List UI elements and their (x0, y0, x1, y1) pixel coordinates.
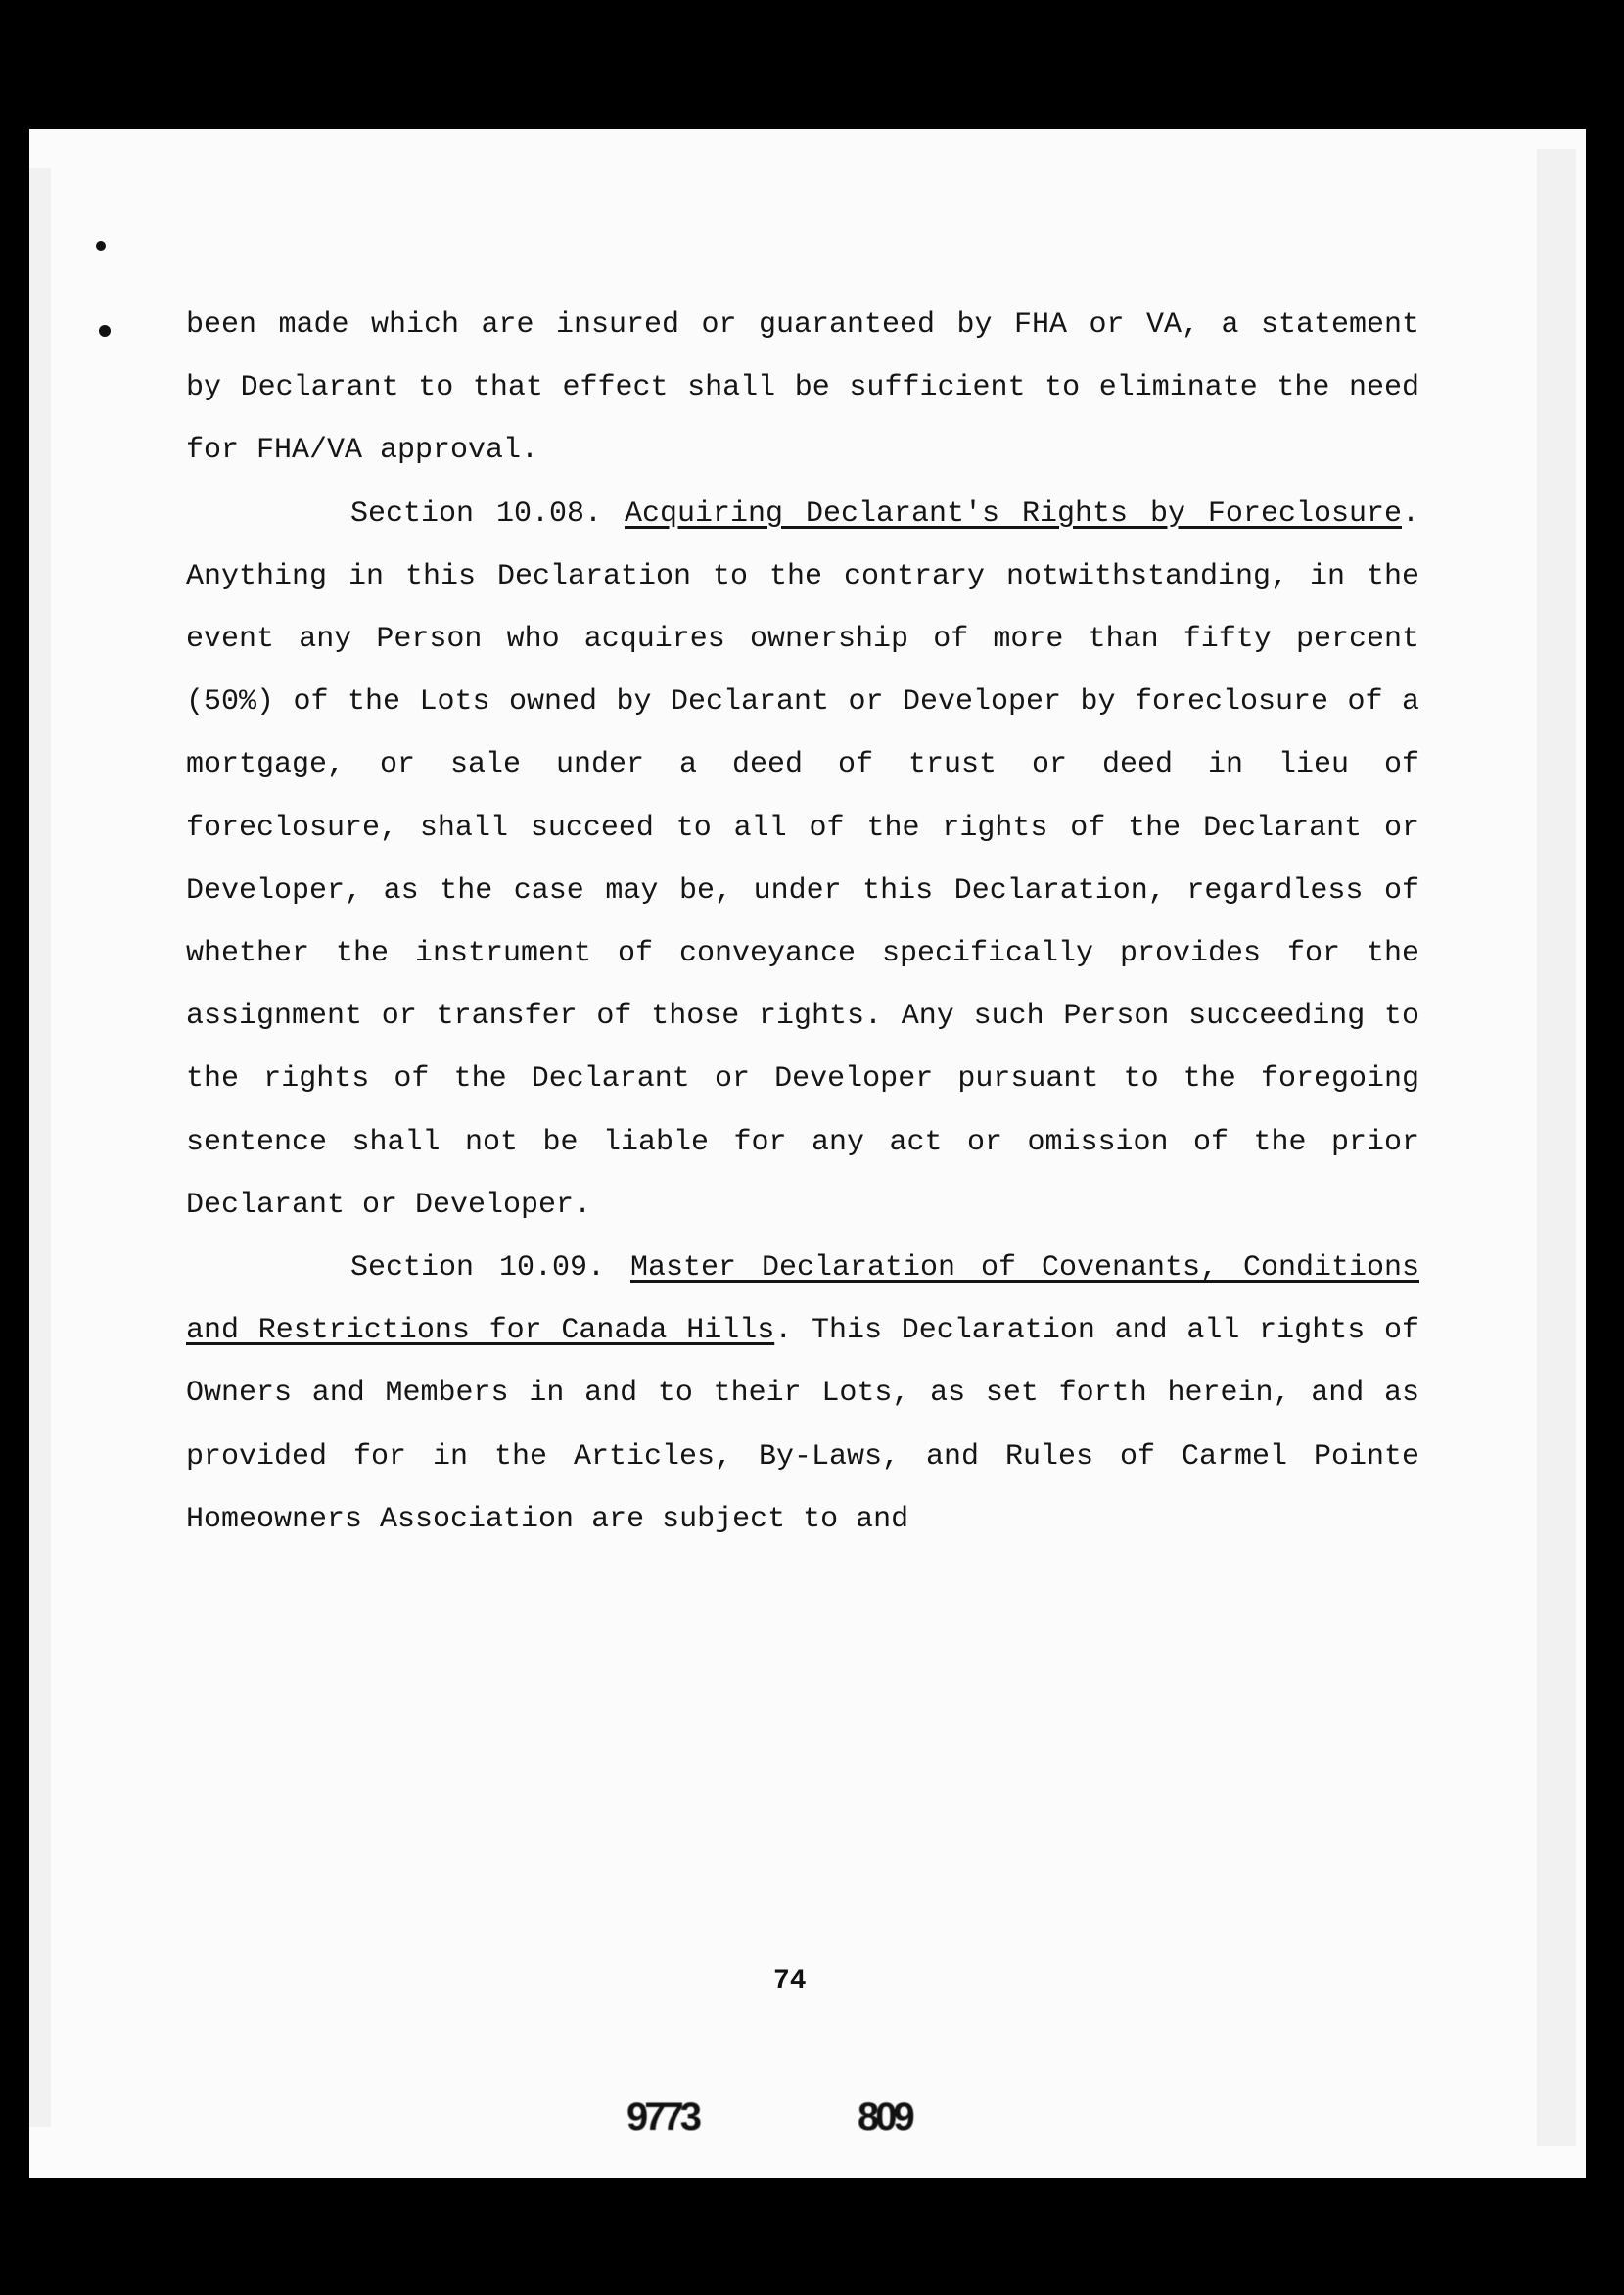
scan-artifact (29, 168, 51, 2127)
section-10-09-paragraph: Section 10.09. Master Declaration of Covenants, Conditions and Restrictions for Canada Hills. This Declaration and all rights of Owners and Members in and to their Lots, as set forth herein, and as provided for in the Articles, By-Laws, and Rules of Carmel Pointe Homeowners Association are subject to and (186, 1251, 1419, 1536)
section-10-08-paragraph: Section 10.08. Acquiring Declarant's Rights by Foreclosure. Anything in this Declaration to the contrary notwithstanding, in the event any Person who acquires ownership of more than fifty percent (50%) of the Lots owned by Declarant or Developer by foreclosure of a mortgage, or sale under a deed of trust or deed in lieu of foreclosure, shall succeed to all of the rights of the Declarant or Developer, as the case may be, under this Declaration, regardless of whether the instrument of conveyance specifically provides for the assignment or transfer of those rights. Any such Person succeeding to the rights of the Declarant or Developer pursuant to the foregoing sentence shall not be liable for any act or omission of the prior Declarant or Developer. (186, 496, 1419, 1222)
document-body (186, 294, 1419, 1551)
section-10-08-heading: Acquiring Declarant's Rights by Foreclosure (624, 496, 1402, 531)
section-10-08-number: Section 10.08. (350, 496, 603, 531)
punch-mark (99, 325, 111, 337)
section-10-09-heading: Master Declaration of Covenants, Conditions and Restrictions for Canada Hills (186, 1251, 1419, 1348)
page-number: 74 (773, 1966, 807, 1996)
continuation-paragraph (186, 294, 1419, 483)
recording-stamp-left: 9773 (626, 2095, 698, 2138)
section-10-09-number: Section 10.09. (350, 1251, 606, 1286)
punch-mark (96, 241, 106, 251)
recording-stamp-right: 809 (858, 2095, 911, 2138)
continuation-text: been made which are insured or guaranteed by FHA or VA, a statement by Declarant to that effect shall be sufficient to eliminate the need for FHA/VA approval. (186, 308, 1419, 468)
scan-artifact (1537, 149, 1576, 2146)
section-10-08-body: Anything in this Declaration to the contrary notwithstanding, in the event any Person who acquires ownership of more than fifty percent (50%) of the Lots owned by Declarant or Developer by foreclosure of a mortgage, or sale under a deed of trust or deed in lieu of foreclosure, shall succeed to all of the rights of the Declarant or Developer, as the case may be, under this Declaration, regardless of whether the instrument of conveyance specifically provides for the assignment or transfer of those rights. Any such Person succeeding to the rights of the Declarant or Developer pursuant to the foregoing sentence shall not be liable for any act or omission of the prior Declarant or Developer. (186, 559, 1419, 1222)
section-10-09-body: This Declaration and all rights of Owners and Members in and to their Lots, as set forth herein, and as provided for in the Articles, By-Laws, and Rules of Carmel Pointe Homeowners Association are subject to and (186, 1314, 1419, 1536)
